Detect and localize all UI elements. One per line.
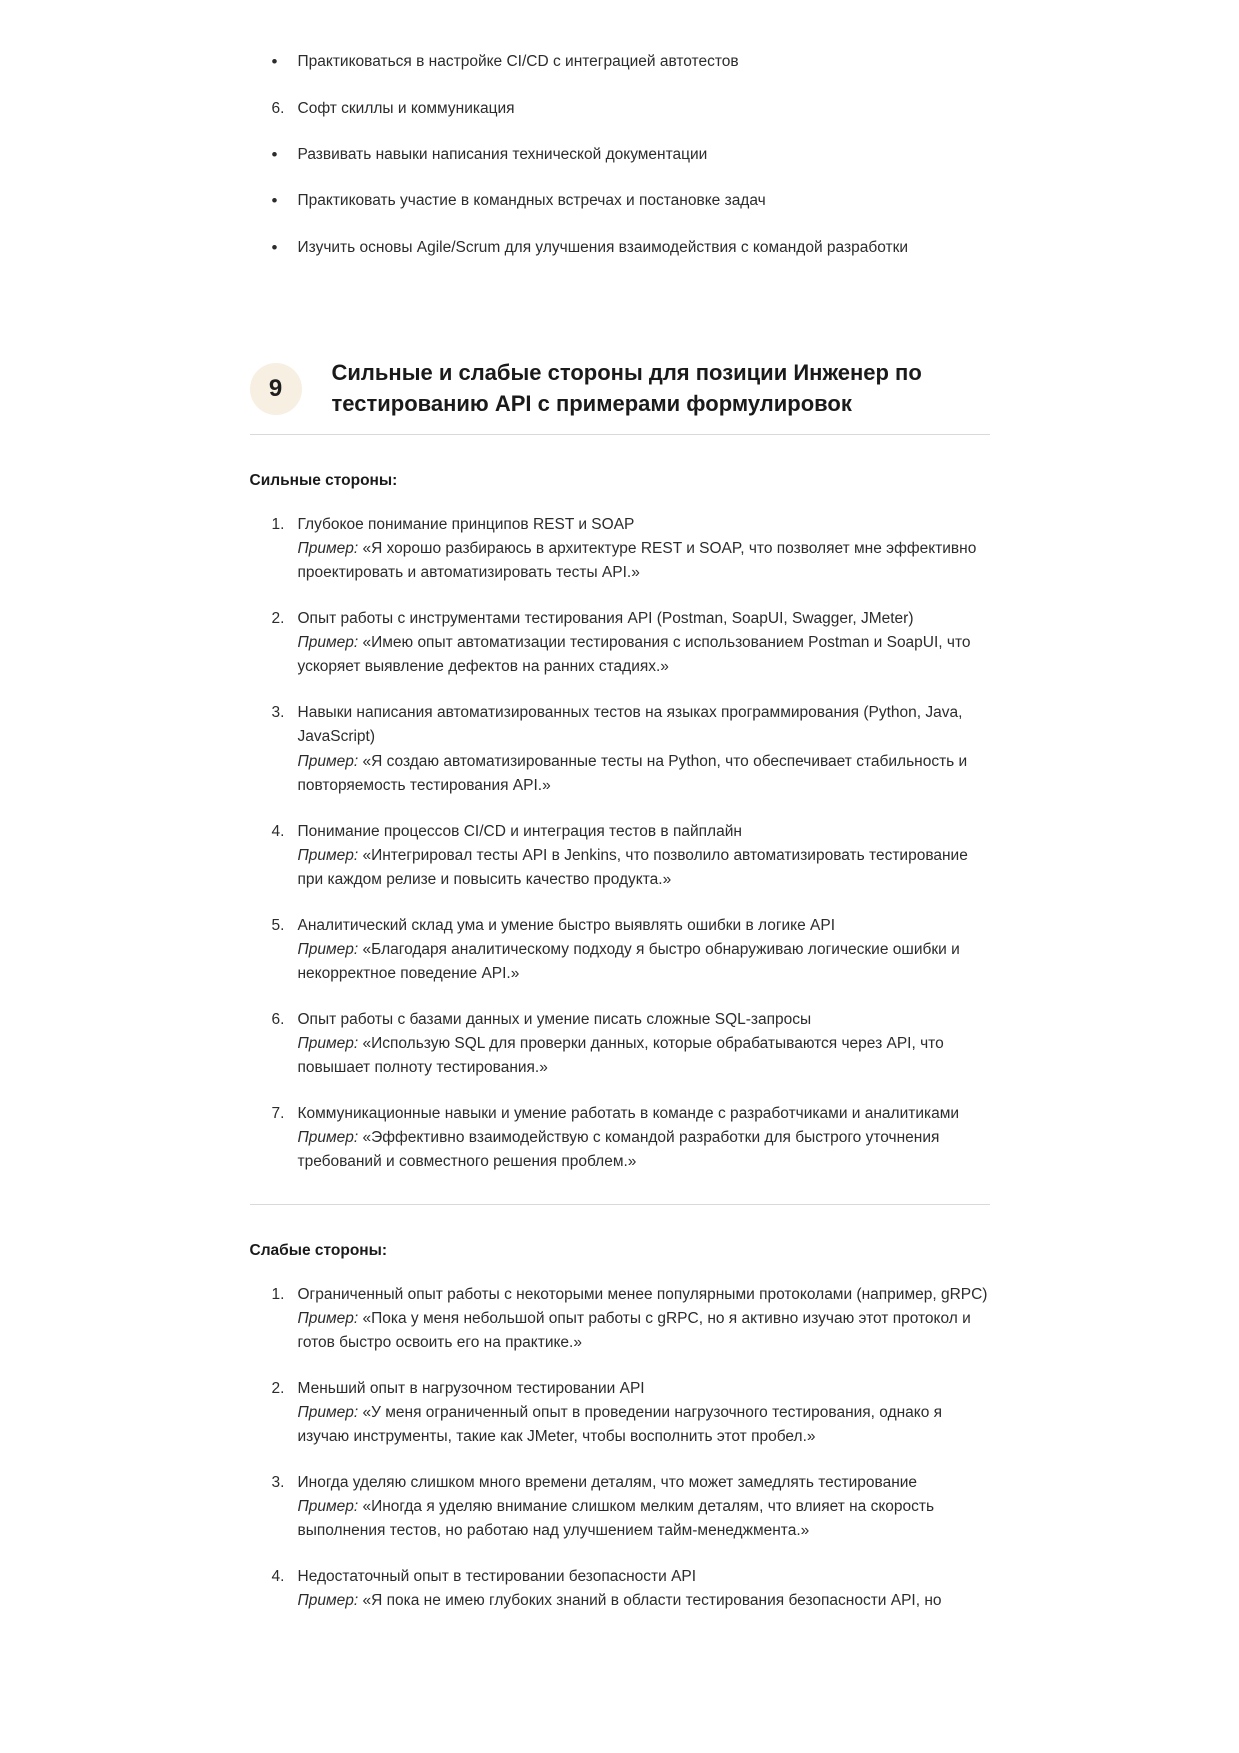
- example-label: Пример:: [297, 846, 359, 864]
- item-title: Иногда уделяю слишком много времени деталям, что может замедлять тестирование: [297, 1473, 918, 1491]
- item-example: [298, 1307, 990, 1355]
- list-marker: 6.: [271, 99, 285, 117]
- example-text: «Я создаю автоматизированные тесты на Python, что обеспечивает стабильность и повторяемость тестирования API.»: [297, 752, 968, 794]
- item-example: [298, 1032, 990, 1080]
- list-item-body: [298, 607, 990, 679]
- list-marker: 4.: [271, 1567, 285, 1585]
- list-item-body: [298, 914, 990, 986]
- list-item: [250, 1377, 990, 1449]
- example-text: «Я пока не имею глубоких знаний в области тестирования безопасности API, но: [362, 1591, 942, 1609]
- list-item: [250, 1008, 990, 1080]
- item-example: [298, 1589, 990, 1613]
- list-item: [250, 513, 990, 585]
- example-text: «Пока у меня небольшой опыт работы с gRPC, но я активно изучаю этот протокол и готов быстро освоить его на практике.»: [297, 1309, 971, 1351]
- list-marker: •: [271, 191, 278, 211]
- example-label: Пример:: [297, 1309, 359, 1327]
- example-text: «У меня ограниченный опыт в проведении нагрузочного тестирования, однако я изучаю инструменты, такие как JMeter, чтобы восполнить этот пробел.»: [297, 1403, 943, 1445]
- weaknesses-heading: Слабые стороны:: [249, 1241, 388, 1259]
- list-item-body: [298, 1008, 990, 1080]
- list-item: [250, 236, 990, 261]
- list-item: [250, 1102, 990, 1174]
- list-item-text: Софт скиллы и коммуникация: [297, 99, 515, 117]
- example-text: «Имею опыт автоматизации тестирования с использованием Postman и SoapUI, что ускоряет выявление дефектов на ранних стадиях.»: [297, 634, 971, 676]
- example-text: «Благодаря аналитическому подходу я быстро обнаруживаю логические ошибки и некорректное поведение API.»: [297, 940, 960, 982]
- list-item: [250, 820, 990, 892]
- list-item: [250, 50, 990, 75]
- list-item-body: [298, 513, 990, 585]
- item-example: [298, 631, 990, 679]
- section-number-badge: 9: [250, 363, 302, 415]
- example-label: Пример:: [297, 940, 359, 958]
- list-marker: 3.: [271, 704, 285, 722]
- weaknesses-list: [250, 1283, 990, 1613]
- example-text: «Я хорошо разбираюсь в архитектуре REST и SOAP, что позволяет мне эффективно проектировать и автоматизировать тесты API.»: [297, 540, 977, 582]
- list-item: [250, 701, 990, 797]
- carryover-list: [250, 50, 990, 261]
- list-marker: 1.: [271, 1285, 285, 1303]
- strengths-list: [250, 513, 990, 1173]
- list-marker: 1.: [271, 516, 285, 534]
- list-item-text: Практиковать участие в командных встречах и постановке задач: [297, 192, 766, 210]
- list-marker: 7.: [271, 1104, 285, 1122]
- list-item: [250, 143, 990, 168]
- list-item-body: [298, 1102, 990, 1174]
- example-text: «Интегрировал тесты API в Jenkins, что позволило автоматизировать тестирование при каждом релизе и повысить качество продукта.»: [297, 846, 968, 888]
- list-marker: •: [271, 144, 278, 164]
- item-example: [298, 750, 990, 798]
- item-example: [298, 1401, 990, 1449]
- list-item: [250, 1565, 990, 1613]
- list-item-body: [298, 1471, 990, 1543]
- list-item: [250, 1471, 990, 1543]
- item-title: Коммуникационные навыки и умение работать в команде с разработчиками и аналитиками: [297, 1104, 960, 1122]
- list-item-text: Изучить основы Agile/Scrum для улучшения взаимодействия с командой разработки: [297, 238, 909, 256]
- list-marker: •: [271, 52, 278, 71]
- example-text: «Иногда я уделяю внимание слишком мелким деталям, что влияет на скорость выполнения тестов, но работаю над улучшением тайм-менеджмента.»: [297, 1497, 935, 1539]
- item-example: [298, 1495, 990, 1543]
- strengths-heading: Сильные стороны:: [249, 472, 398, 490]
- list-item: [250, 914, 990, 986]
- list-item: [250, 189, 990, 214]
- item-title: Меньший опыт в нагрузочном тестировании API: [297, 1379, 645, 1397]
- item-example: [298, 1126, 990, 1174]
- item-title: Глубокое понимание принципов REST и SOAP: [297, 516, 635, 534]
- item-title: Недостаточный опыт в тестировании безопасности API: [297, 1567, 697, 1585]
- item-title: Опыт работы с базами данных и умение писать сложные SQL-запросы: [297, 1010, 812, 1028]
- item-example: [298, 938, 990, 986]
- list-marker: 2.: [271, 1379, 285, 1397]
- list-item-text: Развивать навыки написания технической документации: [297, 145, 708, 163]
- section-divider: [250, 1204, 990, 1205]
- list-marker: 2.: [271, 610, 285, 628]
- page-content: [250, 50, 990, 1613]
- list-item: [250, 1283, 990, 1355]
- example-label: Пример:: [297, 634, 359, 652]
- list-item-body: [298, 1283, 990, 1355]
- list-marker: •: [271, 237, 278, 257]
- item-example: [298, 537, 990, 585]
- list-item-text: Практиковаться в настройке CI/CD с интеграцией автотестов: [297, 53, 739, 70]
- list-item-body: [298, 1565, 990, 1613]
- example-label: Пример:: [297, 1128, 359, 1146]
- item-title: Аналитический склад ума и умение быстро выявлять ошибки в логике API: [297, 916, 836, 934]
- list-marker: 6.: [271, 1010, 285, 1028]
- item-example: [298, 844, 990, 892]
- list-item: [250, 607, 990, 679]
- list-item-body: [298, 1377, 990, 1449]
- example-label: Пример:: [297, 1497, 359, 1515]
- example-label: Пример:: [297, 1034, 359, 1052]
- list-marker: 4.: [271, 822, 285, 840]
- list-marker: 3.: [271, 1473, 285, 1491]
- list-item-body: [298, 701, 990, 797]
- item-title: Понимание процессов CI/CD и интеграция тестов в пайплайн: [297, 822, 742, 840]
- list-marker: 5.: [271, 916, 285, 934]
- example-label: Пример:: [297, 752, 359, 770]
- example-label: Пример:: [297, 540, 359, 558]
- example-text: «Использую SQL для проверки данных, которые обрабатываются через API, что повышает полноту тестирования.»: [297, 1034, 944, 1076]
- list-item: [250, 97, 990, 121]
- item-title: Навыки написания автоматизированных тестов на языках программирования (Python, Java, JavaScript): [297, 704, 963, 746]
- list-item-body: [298, 820, 990, 892]
- section-heading: [250, 357, 990, 436]
- example-label: Пример:: [297, 1403, 359, 1421]
- example-label: Пример:: [297, 1591, 359, 1609]
- item-title: Опыт работы с инструментами тестирования API (Postman, SoapUI, Swagger, JMeter): [297, 610, 914, 628]
- page-title: Сильные и слабые стороны для позиции Инженер по тестированию API с примерами формулировок: [331, 359, 922, 417]
- item-title: Ограниченный опыт работы с некоторыми менее популярными протоколами (например, gRPC): [297, 1285, 988, 1303]
- example-text: «Эффективно взаимодействую с командой разработки для быстрого уточнения требований и совместного решения проблем.»: [297, 1128, 940, 1170]
